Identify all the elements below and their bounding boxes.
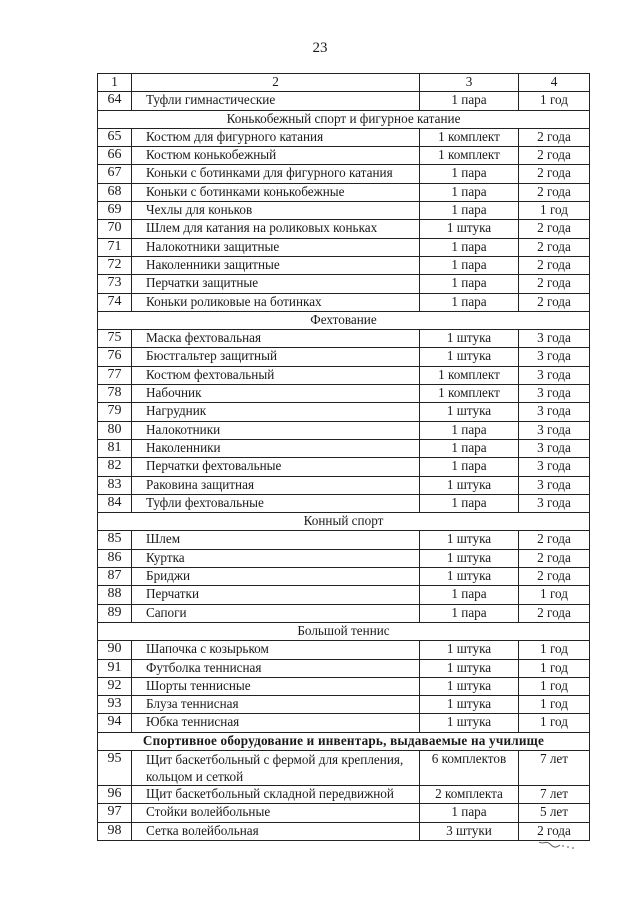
row-number: 85 bbox=[98, 531, 132, 549]
wear-period: 2 года bbox=[519, 531, 590, 549]
row-number: 74 bbox=[98, 293, 132, 311]
item-name: Чехлы для коньков bbox=[132, 202, 420, 220]
wear-period: 2 года bbox=[519, 183, 590, 201]
wear-period: 2 года bbox=[519, 604, 590, 622]
item-quantity: 1 штука bbox=[420, 330, 519, 348]
item-name: Сетка волейбольная bbox=[132, 822, 420, 840]
supply-norms-table bbox=[97, 73, 590, 841]
row-number: 81 bbox=[98, 439, 132, 457]
item-name: Наколенники защитные bbox=[132, 256, 420, 274]
item-quantity: 1 штука bbox=[420, 348, 519, 366]
wear-period: 2 года bbox=[519, 549, 590, 567]
row-number: 87 bbox=[98, 568, 132, 586]
row-number: 94 bbox=[98, 714, 132, 732]
table-row bbox=[98, 165, 590, 183]
table-row bbox=[98, 366, 590, 384]
item-quantity: 1 комплект bbox=[420, 366, 519, 384]
wear-period: 2 года bbox=[519, 256, 590, 274]
table-row bbox=[98, 348, 590, 366]
section-header-row bbox=[98, 110, 590, 128]
wear-period: 1 год bbox=[519, 714, 590, 732]
header-col-3: 3 bbox=[420, 74, 519, 92]
row-number: 77 bbox=[98, 366, 132, 384]
row-number: 82 bbox=[98, 458, 132, 476]
wear-period: 3 года bbox=[519, 330, 590, 348]
item-quantity: 1 пара bbox=[420, 92, 519, 110]
wear-period: 2 года bbox=[519, 147, 590, 165]
item-name: Стойки волейбольные bbox=[132, 804, 420, 822]
item-name: Раковина защитная bbox=[132, 476, 420, 494]
table-row bbox=[98, 586, 590, 604]
item-name: Блуза теннисная bbox=[132, 696, 420, 714]
table-row bbox=[98, 604, 590, 622]
row-number: 79 bbox=[98, 403, 132, 421]
table-row bbox=[98, 714, 590, 732]
table-row bbox=[98, 238, 590, 256]
wear-period: 1 год bbox=[519, 92, 590, 110]
item-name: Бюстгальтер защитный bbox=[132, 348, 420, 366]
row-number: 83 bbox=[98, 476, 132, 494]
item-name: Куртка bbox=[132, 549, 420, 567]
item-name: Футболка теннисная bbox=[132, 659, 420, 677]
section-header-row bbox=[98, 311, 590, 329]
table-row bbox=[98, 549, 590, 567]
item-name: Костюм для фигурного катания bbox=[132, 128, 420, 146]
item-name: Наколенники bbox=[132, 439, 420, 457]
wear-period: 3 года bbox=[519, 458, 590, 476]
item-name: Сапоги bbox=[132, 604, 420, 622]
table-row bbox=[98, 202, 590, 220]
item-quantity: 2 комплекта bbox=[420, 785, 519, 803]
header-col-1: 1 bbox=[98, 74, 132, 92]
table-row bbox=[98, 750, 590, 785]
item-quantity: 1 пара bbox=[420, 275, 519, 293]
item-name: Шапочка с козырьком bbox=[132, 641, 420, 659]
table-row bbox=[98, 147, 590, 165]
item-name: Туфли фехтовальные bbox=[132, 494, 420, 512]
table-row bbox=[98, 275, 590, 293]
wear-period: 3 года bbox=[519, 476, 590, 494]
item-quantity: 1 штука bbox=[420, 531, 519, 549]
row-number: 92 bbox=[98, 677, 132, 695]
section-title: Большой теннис bbox=[98, 622, 590, 640]
header-col-2: 2 bbox=[132, 74, 420, 92]
row-number: 98 bbox=[98, 822, 132, 840]
wear-period: 2 года bbox=[519, 220, 590, 238]
table-row bbox=[98, 677, 590, 695]
wear-period: 7 лет bbox=[519, 785, 590, 803]
wear-period: 3 года bbox=[519, 403, 590, 421]
wear-period: 2 года bbox=[519, 238, 590, 256]
row-number: 72 bbox=[98, 256, 132, 274]
item-quantity: 6 комплектов bbox=[420, 750, 519, 785]
item-quantity: 1 штука bbox=[420, 677, 519, 695]
item-quantity: 1 пара bbox=[420, 238, 519, 256]
table-row bbox=[98, 531, 590, 549]
table-row bbox=[98, 476, 590, 494]
wear-period: 3 года bbox=[519, 494, 590, 512]
section-header-row bbox=[98, 513, 590, 531]
wear-period: 3 года bbox=[519, 439, 590, 457]
wear-period: 3 года bbox=[519, 348, 590, 366]
row-number: 78 bbox=[98, 385, 132, 403]
item-name: Перчатки защитные bbox=[132, 275, 420, 293]
row-number: 69 bbox=[98, 202, 132, 220]
table-row bbox=[98, 494, 590, 512]
table-row bbox=[98, 421, 590, 439]
wear-period: 2 года bbox=[519, 568, 590, 586]
row-number: 73 bbox=[98, 275, 132, 293]
table-row bbox=[98, 439, 590, 457]
wear-period: 1 год bbox=[519, 586, 590, 604]
item-quantity: 1 комплект bbox=[420, 128, 519, 146]
row-number: 91 bbox=[98, 659, 132, 677]
item-name: Нагрудник bbox=[132, 403, 420, 421]
item-name: Маска фехтовальная bbox=[132, 330, 420, 348]
item-name: Щит баскетбольный складной передвижной bbox=[132, 785, 420, 803]
item-name: Коньки с ботинками конькобежные bbox=[132, 183, 420, 201]
row-number: 96 bbox=[98, 785, 132, 803]
table-row bbox=[98, 641, 590, 659]
item-quantity: 1 пара bbox=[420, 586, 519, 604]
table-row bbox=[98, 458, 590, 476]
table-row bbox=[98, 403, 590, 421]
table-header-row bbox=[98, 74, 590, 92]
row-number: 84 bbox=[98, 494, 132, 512]
item-name: Шлем для катания на роликовых коньках bbox=[132, 220, 420, 238]
table-row bbox=[98, 822, 590, 840]
wear-period: 7 лет bbox=[519, 750, 590, 785]
row-number: 93 bbox=[98, 696, 132, 714]
row-number: 66 bbox=[98, 147, 132, 165]
section-title: Конный спорт bbox=[98, 513, 590, 531]
table-row bbox=[98, 183, 590, 201]
row-number: 88 bbox=[98, 586, 132, 604]
wear-period: 3 года bbox=[519, 385, 590, 403]
table-row bbox=[98, 293, 590, 311]
row-number: 71 bbox=[98, 238, 132, 256]
wear-period: 3 года bbox=[519, 366, 590, 384]
table-row bbox=[98, 785, 590, 803]
row-number: 70 bbox=[98, 220, 132, 238]
item-quantity: 1 пара bbox=[420, 183, 519, 201]
item-name: Перчатки фехтовальные bbox=[132, 458, 420, 476]
section-title: Спортивное оборудование и инвентарь, выдаваемые на училище bbox=[98, 732, 590, 750]
item-quantity: 1 комплект bbox=[420, 147, 519, 165]
row-number: 86 bbox=[98, 549, 132, 567]
wear-period: 2 года bbox=[519, 165, 590, 183]
row-number: 68 bbox=[98, 183, 132, 201]
wear-period: 5 лет bbox=[519, 804, 590, 822]
section-title: Фехтование bbox=[98, 311, 590, 329]
wear-period: 1 год bbox=[519, 641, 590, 659]
item-quantity: 1 штука bbox=[420, 549, 519, 567]
item-quantity: 1 штука bbox=[420, 641, 519, 659]
item-quantity: 1 штука bbox=[420, 220, 519, 238]
item-quantity: 1 штука bbox=[420, 714, 519, 732]
item-name: Коньки с ботинками для фигурного катания bbox=[132, 165, 420, 183]
item-quantity: 1 комплект bbox=[420, 385, 519, 403]
row-number: 67 bbox=[98, 165, 132, 183]
table-row bbox=[98, 659, 590, 677]
item-quantity: 3 штуки bbox=[420, 822, 519, 840]
item-quantity: 1 штука bbox=[420, 659, 519, 677]
item-name: Набочник bbox=[132, 385, 420, 403]
item-name: Юбка теннисная bbox=[132, 714, 420, 732]
item-quantity: 1 пара bbox=[420, 256, 519, 274]
item-name: Перчатки bbox=[132, 586, 420, 604]
wear-period: 1 год bbox=[519, 696, 590, 714]
item-name: Шорты теннисные bbox=[132, 677, 420, 695]
row-number: 75 bbox=[98, 330, 132, 348]
row-number: 76 bbox=[98, 348, 132, 366]
table-row bbox=[98, 804, 590, 822]
row-number: 64 bbox=[98, 92, 132, 110]
item-name: Коньки роликовые на ботинках bbox=[132, 293, 420, 311]
wear-period: 2 года bbox=[519, 275, 590, 293]
item-quantity: 1 штука bbox=[420, 568, 519, 586]
item-quantity: 1 пара bbox=[420, 804, 519, 822]
table-row bbox=[98, 220, 590, 238]
section-header-row bbox=[98, 622, 590, 640]
wear-period: 2 года bbox=[519, 293, 590, 311]
page-number: 23 bbox=[312, 40, 328, 56]
signature-mark bbox=[538, 836, 578, 856]
header-col-4: 4 bbox=[519, 74, 590, 92]
wear-period: 1 год bbox=[519, 677, 590, 695]
table-row bbox=[98, 92, 590, 110]
wear-period: 1 год bbox=[519, 202, 590, 220]
section-header-row bbox=[98, 732, 590, 750]
wear-period: 2 года bbox=[519, 128, 590, 146]
row-number: 97 bbox=[98, 804, 132, 822]
table-row bbox=[98, 330, 590, 348]
item-quantity: 1 штука bbox=[420, 403, 519, 421]
table-row bbox=[98, 256, 590, 274]
item-quantity: 1 пара bbox=[420, 439, 519, 457]
row-number: 65 bbox=[98, 128, 132, 146]
item-name: Шлем bbox=[132, 531, 420, 549]
item-name: Щит баскетбольный с фермой для крепления, кольцом и сеткой bbox=[132, 750, 420, 785]
item-quantity: 1 пара bbox=[420, 421, 519, 439]
item-name: Костюм конькобежный bbox=[132, 147, 420, 165]
wear-period: 2 года bbox=[519, 822, 590, 840]
item-quantity: 1 пара bbox=[420, 202, 519, 220]
item-name: Налокотники защитные bbox=[132, 238, 420, 256]
wear-period: 1 год bbox=[519, 659, 590, 677]
row-number: 89 bbox=[98, 604, 132, 622]
table-row bbox=[98, 568, 590, 586]
item-quantity: 1 пара bbox=[420, 293, 519, 311]
item-name: Туфли гимнастические bbox=[132, 92, 420, 110]
row-number: 90 bbox=[98, 641, 132, 659]
row-number: 95 bbox=[98, 750, 132, 785]
item-quantity: 1 штука bbox=[420, 696, 519, 714]
wear-period: 3 года bbox=[519, 421, 590, 439]
item-quantity: 1 штука bbox=[420, 476, 519, 494]
item-name: Налокотники bbox=[132, 421, 420, 439]
table-row bbox=[98, 128, 590, 146]
table-row bbox=[98, 696, 590, 714]
item-quantity: 1 пара bbox=[420, 494, 519, 512]
row-number: 80 bbox=[98, 421, 132, 439]
item-name: Костюм фехтовальный bbox=[132, 366, 420, 384]
item-quantity: 1 пара bbox=[420, 165, 519, 183]
table-row bbox=[98, 385, 590, 403]
item-quantity: 1 пара bbox=[420, 604, 519, 622]
item-name: Бриджи bbox=[132, 568, 420, 586]
section-title: Конькобежный спорт и фигурное катание bbox=[98, 110, 590, 128]
item-quantity: 1 пара bbox=[420, 458, 519, 476]
